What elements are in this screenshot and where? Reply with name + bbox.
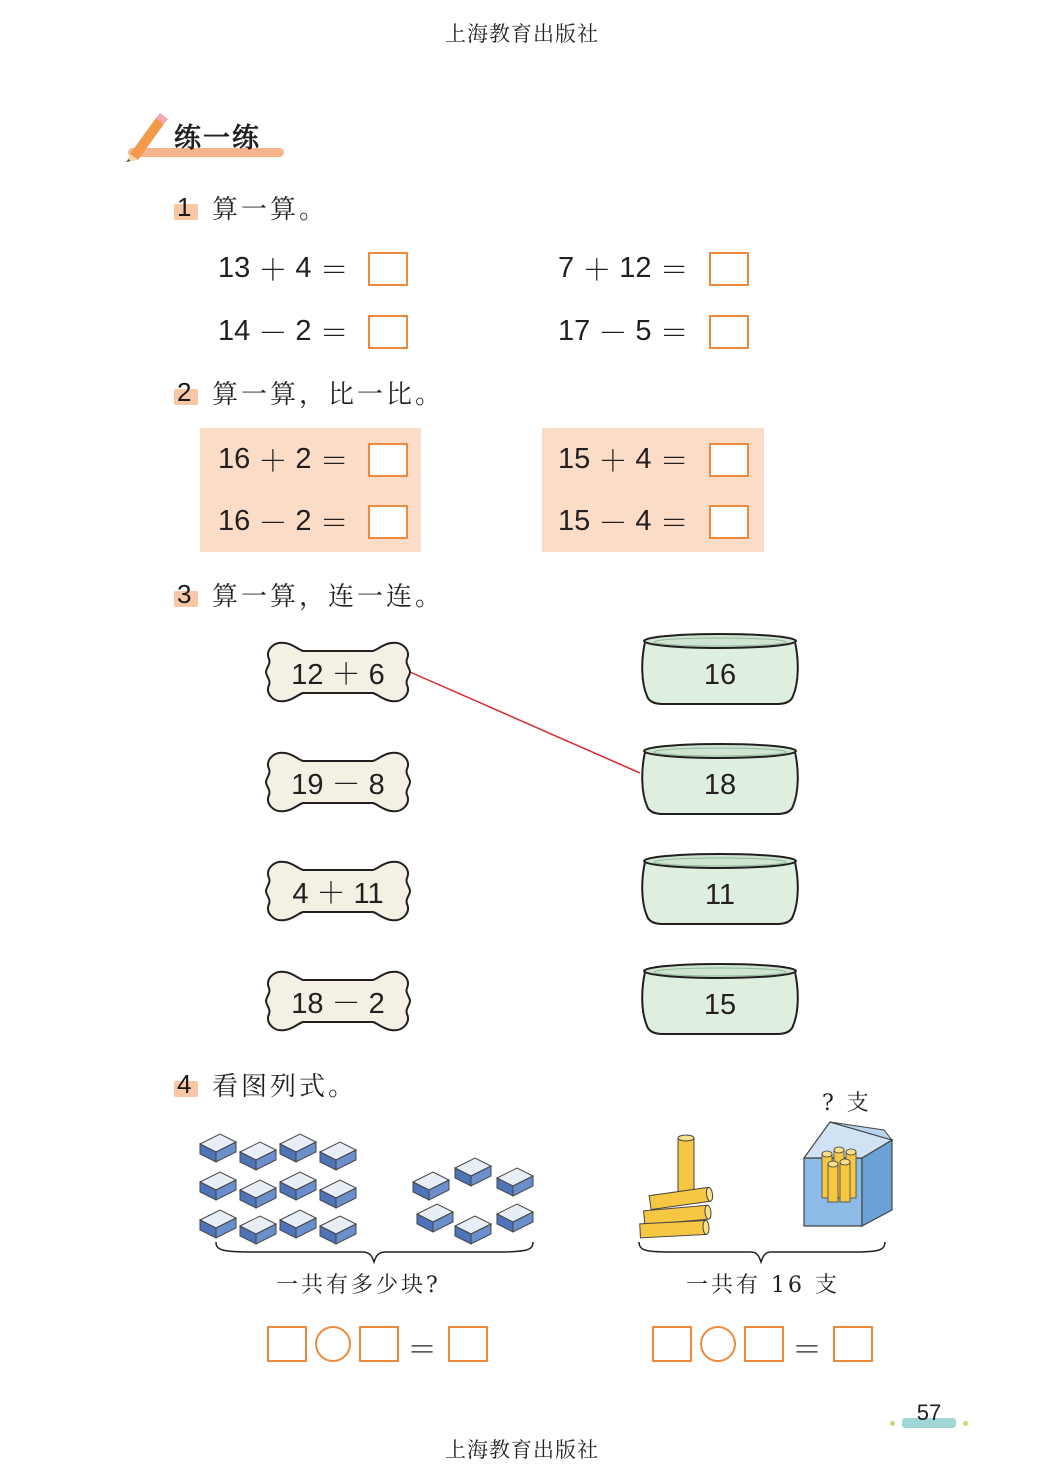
brace-left xyxy=(212,1240,537,1264)
chalk-pile-illustration xyxy=(636,1130,726,1240)
question-number: 3 xyxy=(174,579,200,609)
publisher-header: 上海教育出版社 xyxy=(445,22,599,46)
bowl-answer[interactable]: 15 xyxy=(639,960,801,1036)
question-number: 2 xyxy=(174,377,200,407)
blank-number-box[interactable] xyxy=(267,1326,307,1362)
bowl-answer[interactable]: 11 xyxy=(639,850,801,926)
question-text: 算一算，比一比。 xyxy=(212,379,445,410)
bowl-answer[interactable]: 18 xyxy=(639,740,801,816)
brace-right xyxy=(635,1240,890,1264)
question-label: ? 支 xyxy=(822,1091,872,1116)
equation: 15 － 4 ＝ xyxy=(558,504,689,540)
bone-expression[interactable]: 12 ＋ 6 xyxy=(263,637,413,707)
bone-expression[interactable]: 18 － 2 xyxy=(263,966,413,1036)
left-caption: 一共有多少块? xyxy=(276,1273,441,1298)
bowl-answer[interactable]: 16 xyxy=(639,630,801,706)
question-number: 1 xyxy=(174,192,200,222)
blank-operator-circle[interactable] xyxy=(700,1326,736,1362)
question-number: 4 xyxy=(174,1069,200,1099)
question-text: 算一算。 xyxy=(212,194,329,225)
equation: 7 ＋ 12 ＝ xyxy=(558,251,689,287)
publisher-footer: 上海教育出版社 xyxy=(445,1438,599,1462)
question-text: 看图列式。 xyxy=(212,1071,358,1102)
right-caption: 一共有 16 支 xyxy=(686,1273,840,1298)
blank-number-box[interactable] xyxy=(652,1326,692,1362)
equation: 14 － 2 ＝ xyxy=(218,314,349,350)
blank-number-box[interactable] xyxy=(359,1326,399,1362)
decor-dot xyxy=(890,1421,895,1426)
blank-operator-circle[interactable] xyxy=(315,1326,351,1362)
equation: 15 ＋ 4 ＝ xyxy=(558,442,689,478)
equation: 17 － 5 ＝ xyxy=(558,314,689,350)
blank-number-box[interactable] xyxy=(833,1326,873,1362)
bone-expression[interactable]: 4 ＋ 11 xyxy=(263,856,413,926)
blank-number-box[interactable] xyxy=(744,1326,784,1362)
equal-sign: ＝ xyxy=(792,1334,822,1367)
section-title-text: 练一练 xyxy=(174,123,261,154)
equation: 16 － 2 ＝ xyxy=(218,504,349,540)
chalk-box-illustration xyxy=(800,1118,900,1233)
question-text: 算一算，连一连。 xyxy=(212,581,445,612)
erasers-illustration xyxy=(195,1128,540,1258)
equation: 16 ＋ 2 ＝ xyxy=(218,442,349,478)
page-number: 57 xyxy=(916,1400,942,1425)
bone-expression[interactable]: 19 － 8 xyxy=(263,747,413,817)
blank-number-box[interactable] xyxy=(448,1326,488,1362)
equal-sign: ＝ xyxy=(407,1334,437,1367)
equation: 13 ＋ 4 ＝ xyxy=(218,251,349,287)
decor-dot xyxy=(963,1421,968,1426)
question-4-header xyxy=(174,1068,357,1100)
